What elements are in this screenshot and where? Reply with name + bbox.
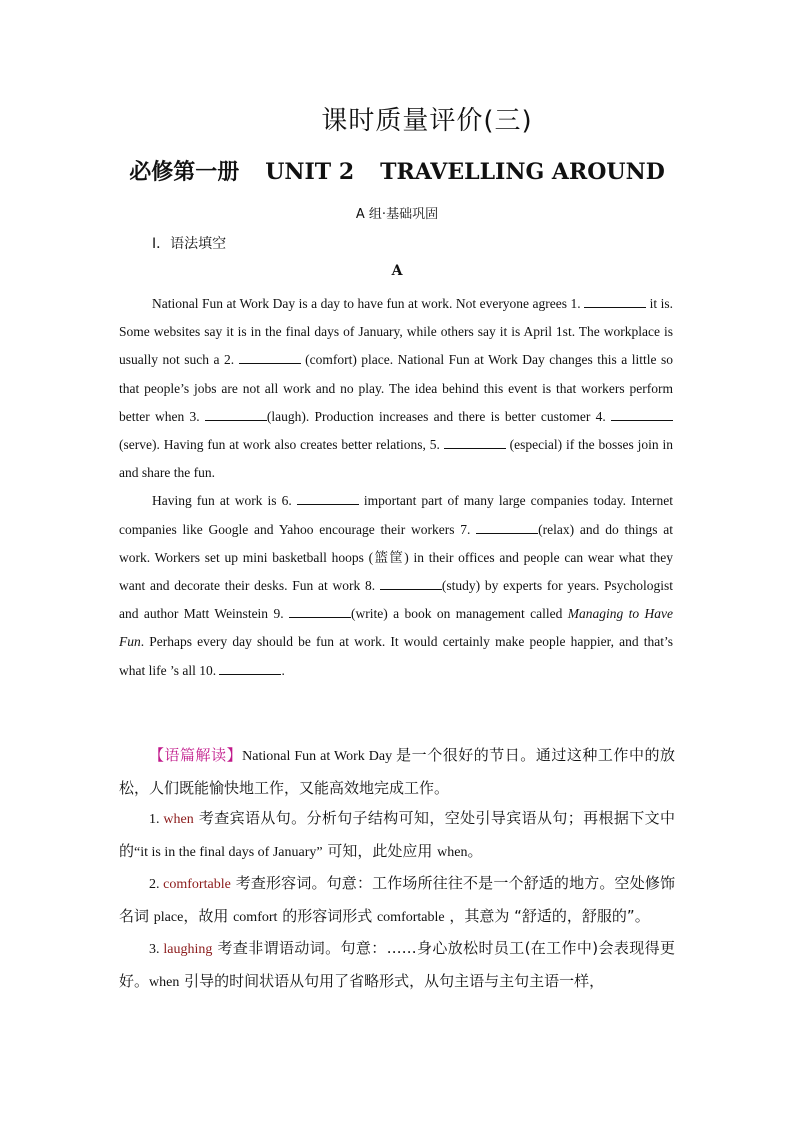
- blank-2: [239, 349, 301, 364]
- analysis-tag: 【语篇解读】: [149, 746, 243, 764]
- analysis-item-1: 1. when 考查宾语从句。分析句子结构可知，空处引导宾语从句；再根据下文中的“it is in the final days of January” 可知，此处应用 when。: [119, 809, 675, 860]
- subtitle-unit: UNIT 2: [265, 159, 355, 185]
- blank-6: [297, 490, 359, 505]
- subtitle-book: 必修第一册: [129, 159, 240, 185]
- answer-2: comfortable: [163, 877, 231, 892]
- passage-letter: A: [391, 263, 403, 279]
- blank-4: [611, 406, 673, 421]
- blank-10: [219, 660, 281, 675]
- blank-7: [476, 519, 538, 534]
- answer-analysis: [119, 740, 675, 998]
- blank-3: [205, 406, 267, 421]
- page-title: 课时质量评价(三): [321, 106, 533, 136]
- analysis-item-3: 3. laughing 考查非谓语动词。句意：……身心放松时员工(在工作中)会表现得更好。when 引导的时间状语从句用了省略形式，从句主语与主句主语一样，: [119, 939, 675, 990]
- passage-paragraph-2: Having fun at work is 6. important part of many large companies today. Internet companies like Google and Yahoo encourage their workers 7. (relax) and do things at work. Workers set up mini basketball hoops (篮筐) in their offices and people can wear what they want and decorate their desks. Fun at work 8. (study) by experts for years. Psychologist and author Matt Weinstein 9. (write) a book on management called Managing to Have Fun. Perhaps every day should be fun at work. It would certainly make people happier, and that’s what life ’s all 10. .: [119, 487, 673, 684]
- book-title: Managing to Have Fun: [119, 606, 673, 650]
- subtitle-topic: TRAVELLING AROUND: [380, 159, 665, 185]
- blank-5: [444, 434, 506, 449]
- blank-1: [584, 293, 646, 308]
- blank-8: [380, 575, 442, 590]
- passage-paragraph-1: National Fun at Work Day is a day to have fun at work. Not everyone agrees 1. it is. Some websites say it is in the final days of January, while others say it is April 1st. The workplace is usually not such a 2. (comfort) place. National Fun at Work Day changes this a little so that people’s jobs are not all work and no play. The idea behind this event is that workers perform better when 3. (laugh). Production increases and there is better customer 4. (serve). Having fun at work also creates better relations, 5. (especial) if the bosses join in and share the fun.: [119, 290, 673, 487]
- blank-9: [289, 603, 351, 618]
- section-heading: Ⅰ．语法填空: [152, 236, 227, 252]
- page-subtitle: [0, 155, 794, 186]
- answer-3: laughing: [163, 942, 213, 957]
- passage: [119, 290, 673, 685]
- answer-1: when: [163, 812, 194, 827]
- analysis-intro: 【语篇解读】National Fun at Work Day 是一个很好的节日。通过这种工作中的放松，人们既能愉快地工作，又能高效地完成工作。: [119, 746, 675, 797]
- analysis-item-2: 2. comfortable 考查形容词。句意：工作场所往往不是一个舒适的地方。空处修饰名词 place，故用 comfort 的形容词形式 comfortable ，其意为 “舒适的，舒服的”。: [119, 874, 675, 925]
- group-label: A 组·基础巩固: [355, 207, 439, 222]
